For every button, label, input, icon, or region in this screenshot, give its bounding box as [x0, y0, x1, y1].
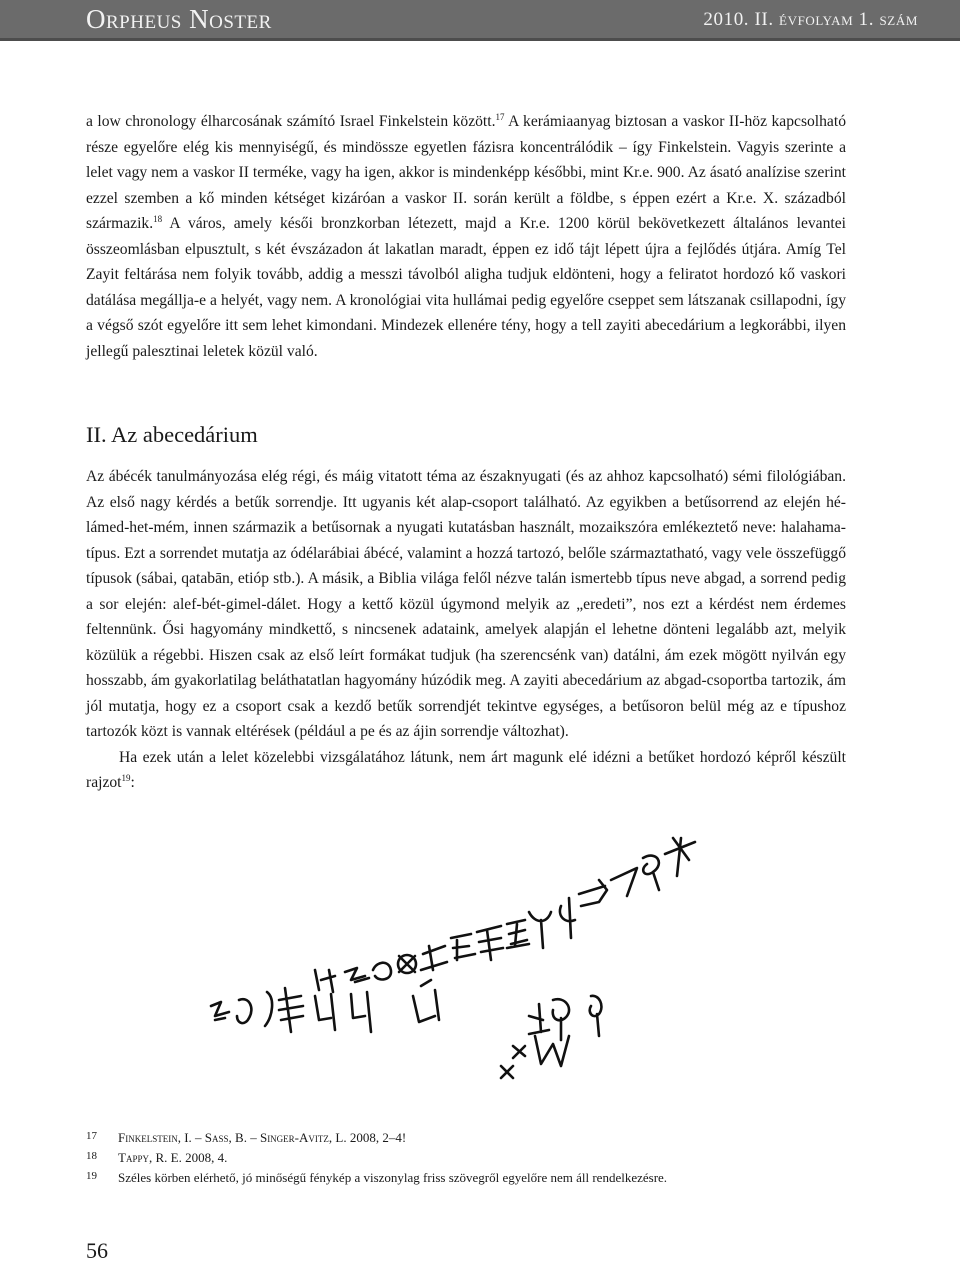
intro-paragraph — [86, 109, 846, 364]
intro-text-1: a low chronology élharcosának számító Israel Finkelstein között. — [86, 113, 496, 130]
abecedary-drawing — [195, 820, 735, 1100]
running-header — [0, 0, 960, 41]
section-paragraph-2-end: : — [130, 774, 135, 791]
abecedary-inscription-figure — [195, 820, 735, 1100]
footnote-text: 2008, 2–4! — [346, 1130, 407, 1145]
section-paragraph-2-text: Ha ezek után a lelet közelebbi vizsgálatához látunk, nem árt magunk elé idézni a betűket hordozó képről készült rajzot — [86, 748, 846, 791]
footnote-author: Tappy, R. E. — [118, 1150, 182, 1165]
footnote-18 — [86, 1148, 846, 1168]
footnote-number: 18 — [86, 1150, 97, 1162]
footnote-number: 19 — [86, 1170, 97, 1182]
footnotes — [86, 1128, 846, 1188]
journal-title: Orpheus Noster — [86, 4, 272, 34]
issue-label: 2010. II. évfolyam 1. szám — [703, 9, 918, 30]
intro-text-3: A város, amely késői bronzkorban létezett, majd a Kr.e. 1200 körül bekövetkezett általános levantei összeomlásban elpusztult, s két évszázadon át lakatlan maradt, éppen ez idő tájt lépett újra a fejlődés útjára. Amíg Tel Zayit feltárása nem folyik tovább, addig a messzi távolból aligha tudjuk eldönteni, hogy a feliratot hordozó kő vaskori datálása megállja-e a helyét, vagy nem. A kronológiai vita hullámai pedig egyelőre cseppet sem látszanak csillapodni, így a végső szót egyelőre itt sem lehet kimondani. Mindezek ellenére tény, hogy a tell zayiti abecedárium a legkorábbi, ilyen jellegű palesztinai leletek közül való. — [86, 215, 846, 360]
footnote-ref-19[interactable]: 19 — [121, 772, 131, 783]
inscription-upper-line — [315, 838, 695, 992]
footnote-17 — [86, 1128, 846, 1148]
footnote-text: Széles körben elérhető, jó minőségű fénykép a viszonylag friss szövegről egyelőre nem áll rendelkezésre. — [118, 1170, 668, 1185]
footnote-text: 2008, 4. — [181, 1150, 228, 1165]
section-heading: II. Az abecedárium — [86, 422, 258, 447]
section-body — [86, 464, 846, 796]
footnote-ref-18[interactable]: 18 — [153, 213, 163, 224]
inscription-right-cluster — [501, 996, 601, 1078]
inscription-lower-line — [211, 980, 439, 1032]
section-paragraph-2 — [86, 745, 846, 796]
footnote-number: 17 — [86, 1130, 97, 1142]
footnote-19 — [86, 1168, 846, 1188]
page-number: 56 — [86, 1238, 108, 1263]
footnote-author: Finkelstein, I. – Sass, B. – Singer-Avitz, L. — [118, 1130, 347, 1145]
section-paragraph-1: Az ábécék tanulmányozása elég régi, és máig vitatott téma az északnyugati (és az ahhoz kapcsolható) sémi filológiában. Az első nagy kérdés a betűk sorrendje. Itt ugyanis két alap-csoport található. Az egyikben a betűsorrend az elején hé-lámed-het-mém, innen származik a betűsornak a nyugati kutatásban használt, mozaikszóra emlékeztető neve: halahama-típus. Ezt a sorrendet mutatja az ódélarábiai ábécé, valamint a hozzá tartozó, belőle származtatható, vagy vele összefüggő típusok (sábai, qatabān, etióp stb.). A másik, a Biblia világa felől nézve talán ismertebb típus neve abgad, a sorrend pedig a sor elején: alef-bét-gimel-dálet. Hogy a kettő közül úgymond melyik az „eredeti”, nos ezt a kérdést nem érdemes feltennünk. Ősi hagyomány mindkettő, s nincsenek adataink, amelyek alapján el lehetne dönteni legalább azt, melyik közülük a régebbi. Hiszen csak az első leírt formákat tudjuk (ha szerencsénk van) datálni, ám ezek mögött nyilván egy hosszabb, ám gyakorlatilag beláthatatlan hagyomány húzódik meg. A zayiti abecedárium az abgad-csoportba tartozik, ám jól mutatja, hogy ez a csoport csak a kezdő betűk sorrendjét tekintve egységes, a betűsoron belül még az e típushoz tartozók közt is vannak eltérések (például a pe és az ájin sorrendje változhat). — [86, 468, 846, 740]
intro-text-2: A kerámiaanyag biztosan a vaskor II-höz kapcsolható része egyelőre elég kis mennyiségű, és mindössze egyetlen fázisra koncentrálódik – így Finkelstein. Vagyis szerinte a lelet vagy nem a vaskor II terméke, vagy ha igen, akkor is mindenképp későbbi, mint Kr.e. 900. Az ásató analízise szerint ezzel szemben a kő minden kétséget kizáróan a vaskor II. során került a földbe, s éppen ezért a Kr.e. X. századból származik. — [86, 113, 846, 232]
footnote-ref-17[interactable]: 17 — [495, 111, 505, 122]
